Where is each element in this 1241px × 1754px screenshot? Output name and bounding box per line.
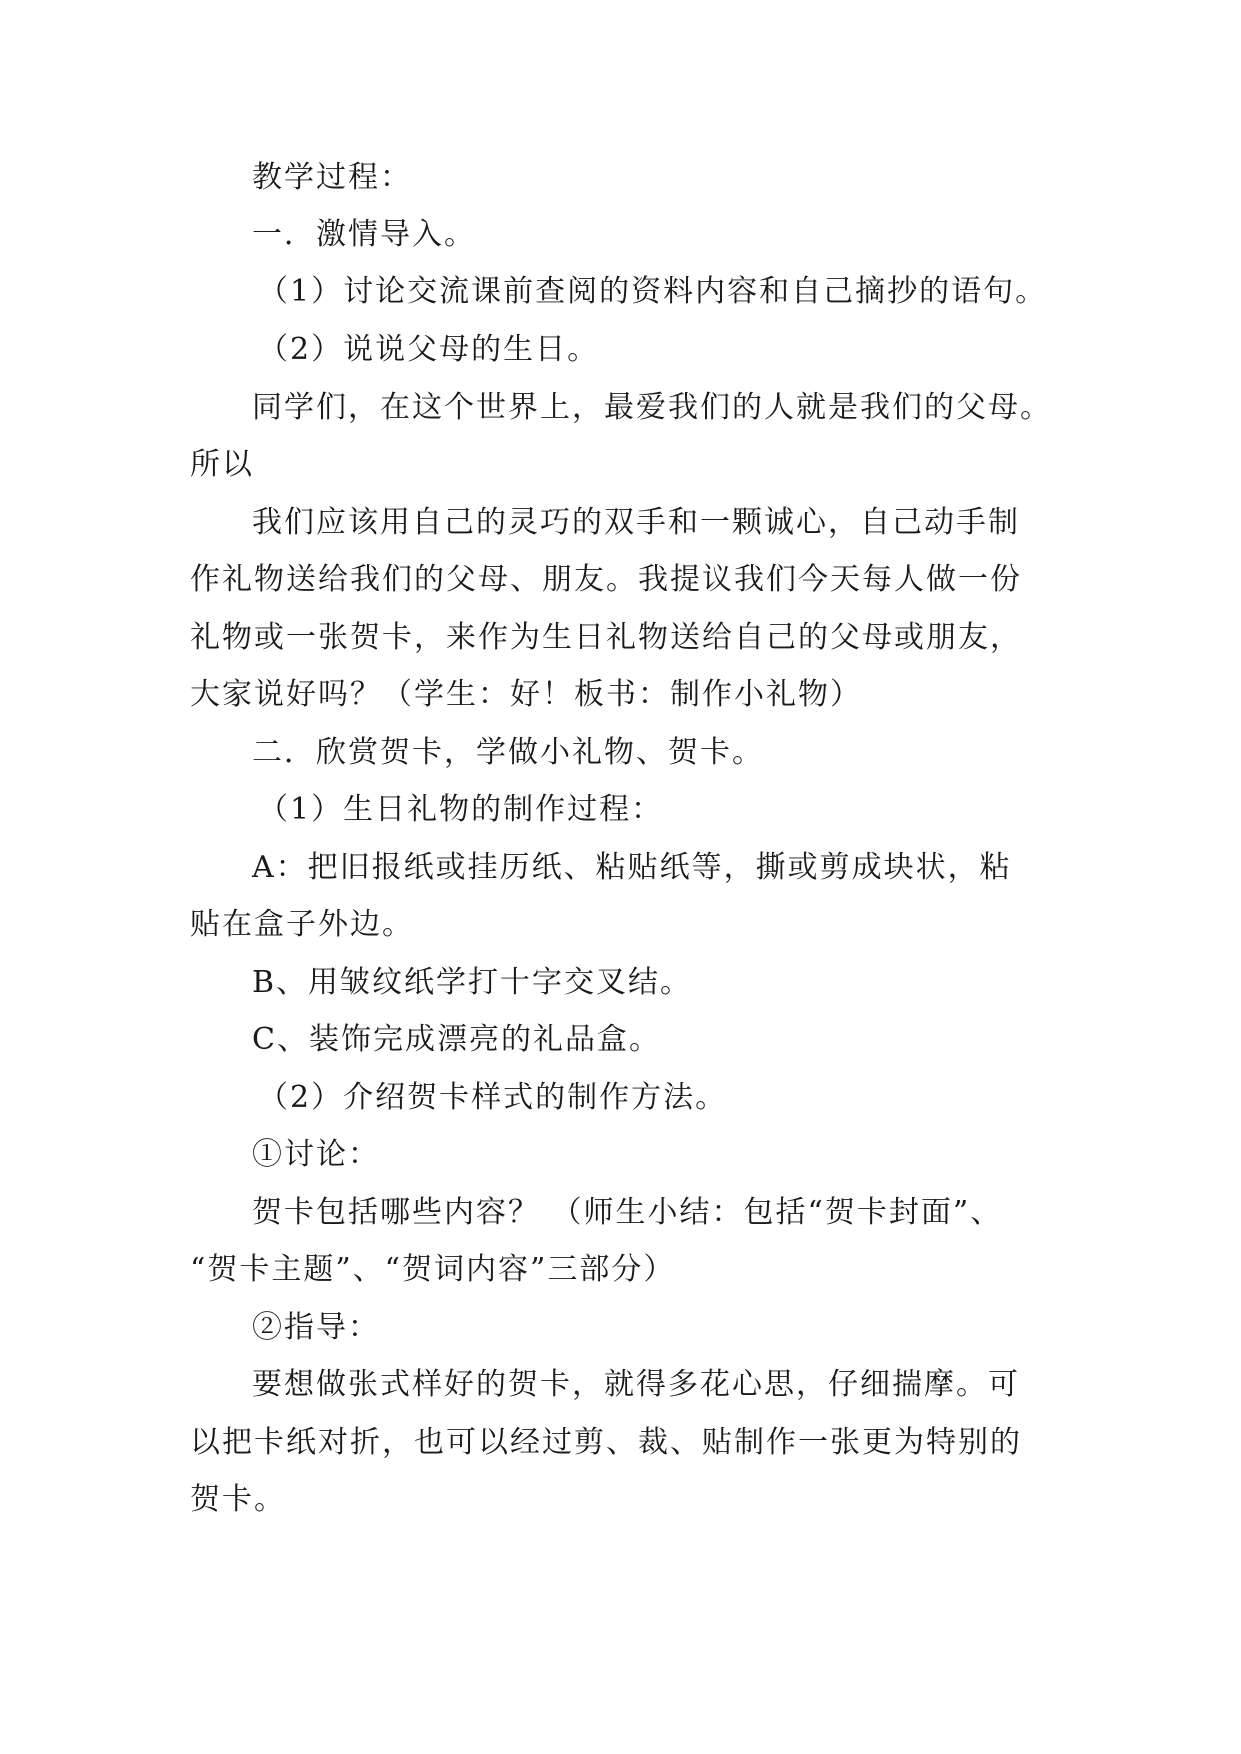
- sub-heading: ①讨论：: [252, 1137, 380, 1172]
- paragraph-line: 贺卡。: [190, 1482, 286, 1517]
- sub-heading: ②指导：: [252, 1310, 380, 1345]
- section-heading-1: 一．激情导入。: [252, 217, 476, 252]
- paragraph-line: 我们应该用自己的灵巧的双手和一颗诚心，自己动手制: [252, 505, 1020, 540]
- paragraph-line: C、装饰完成漂亮的礼品盒。: [252, 1022, 661, 1057]
- paragraph-line: B、用皱纹纸学打十字交叉结。: [252, 965, 693, 1000]
- list-item: （2）介绍贺卡样式的制作方法。: [258, 1080, 728, 1115]
- paragraph-line: 大家说好吗？（学生：好！板书：制作小礼物）: [190, 677, 862, 712]
- paragraph-line: 贺卡包括哪些内容？ （师生小结：包括“贺卡封面”、: [252, 1195, 1003, 1230]
- paragraph-line: 礼物或一张贺卡，来作为生日礼物送给自己的父母或朋友，: [190, 620, 1022, 655]
- paragraph-line: 作礼物送给我们的父母、朋友。我提议我们今天每人做一份: [190, 562, 1022, 597]
- paragraph-line: “贺卡主题”、“贺词内容”三部分）: [190, 1252, 676, 1287]
- list-item: （1）讨论交流课前查阅的资料内容和自己摘抄的语句。: [258, 274, 1048, 309]
- heading-teaching-process: 教学过程：: [252, 160, 412, 195]
- list-item: （1）生日礼物的制作过程：: [258, 792, 664, 827]
- paragraph-line: 贴在盒子外边。: [190, 907, 414, 942]
- paragraph-line: 同学们，在这个世界上，最爱我们的人就是我们的父母。: [252, 390, 1052, 425]
- paragraph-line: 要想做张式样好的贺卡，就得多花心思，仔细揣摩。可: [252, 1367, 1020, 1402]
- paragraph-line: A：把旧报纸或挂历纸、粘贴纸等，撕或剪成块状，粘: [252, 850, 1012, 885]
- paragraph-line: 所以: [190, 447, 254, 482]
- section-heading-2: 二．欣赏贺卡，学做小礼物、贺卡。: [252, 735, 764, 770]
- paragraph-line: 以把卡纸对折，也可以经过剪、裁、贴制作一张更为特别的: [190, 1425, 1022, 1460]
- list-item: （2）说说父母的生日。: [258, 332, 600, 367]
